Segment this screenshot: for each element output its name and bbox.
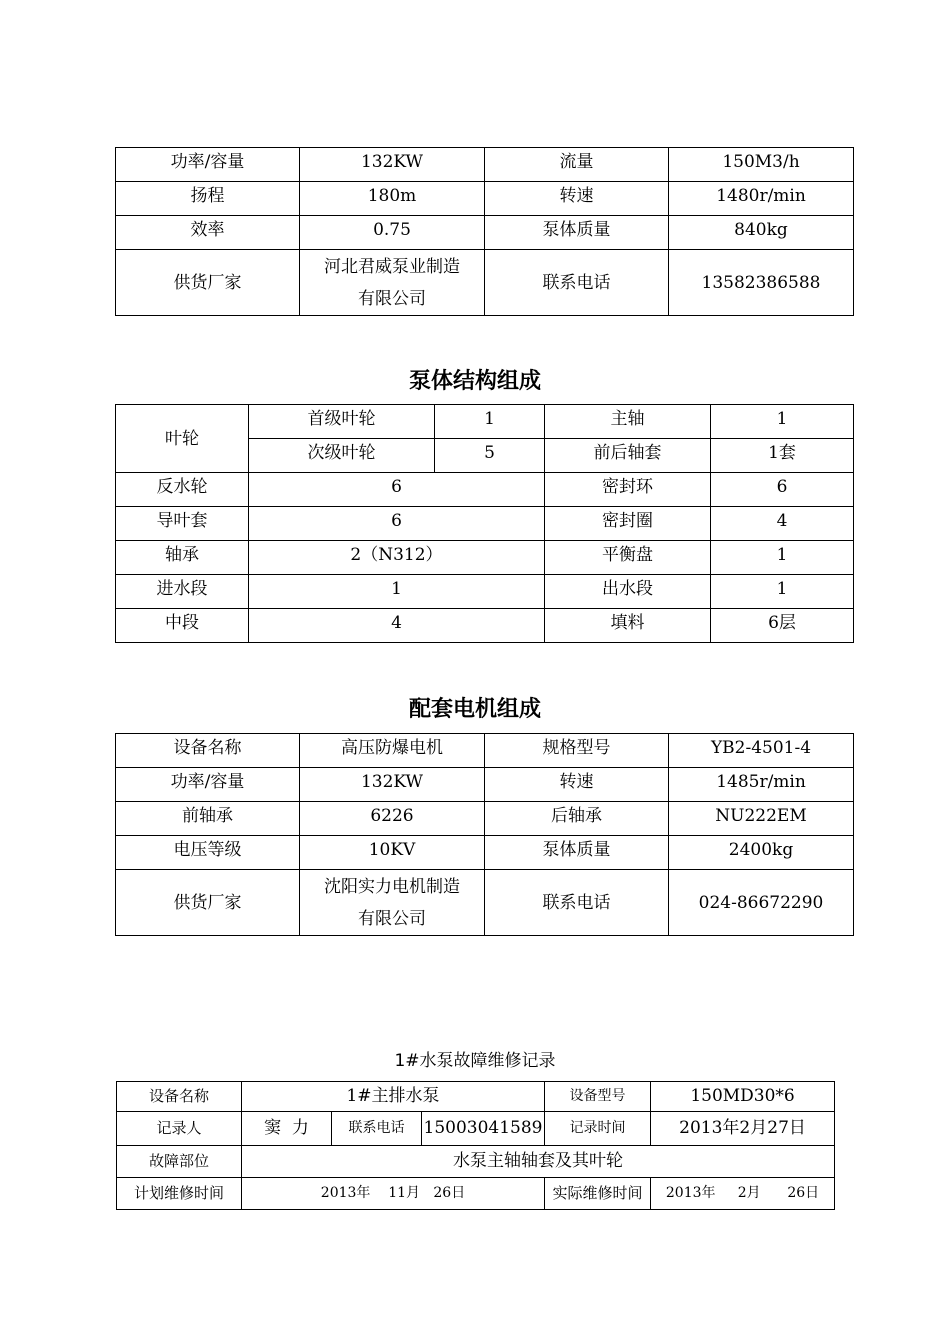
main-shaft-count: 1 [711,405,854,439]
part-name: 中段 [116,609,249,643]
first-stage-count: 1 [435,405,545,439]
motor-phone-value: 024-86672290 [669,870,854,936]
spec-cell: 转速 [485,182,669,216]
supplier-name-line2: 有限公司 [358,288,426,309]
recorder-label: 记录人 [117,1112,242,1146]
motor-cell: 泵体质量 [485,836,669,870]
device-model-label: 设备型号 [545,1082,651,1112]
motor-cell: 132KW [300,768,485,802]
actual-date: 2013年 2月 26日 [651,1178,835,1210]
part-name: 导叶套 [116,507,249,541]
next-stage-label: 次级叶轮 [249,439,435,473]
recorder-phone-label: 联系电话 [332,1112,422,1146]
device-name-label: 设备名称 [117,1082,242,1112]
structure-title: 泵体结构组成 [408,369,541,394]
spec-cell: 840kg [669,216,854,250]
repair-table [116,1081,835,1210]
motor-cell: 10KV [300,836,485,870]
motor-phone-label: 联系电话 [485,870,669,936]
part-name: 轴承 [116,541,249,575]
part-name: 进水段 [116,575,249,609]
sleeve-count: 1套 [711,439,854,473]
supplier-name [300,250,485,316]
motor-cell: 后轴承 [485,802,669,836]
part-count: 2（N312） [249,541,545,575]
motor-table [115,733,854,936]
motor-cell: 高压防爆电机 [300,734,485,768]
supplier-label: 供货厂家 [116,250,300,316]
motor-cell: 1485r/min [669,768,854,802]
part-name: 密封环 [545,473,711,507]
phone-value: 13582386588 [669,250,854,316]
spec-cell: 180m [300,182,485,216]
motor-title: 配套电机组成 [408,697,541,722]
spec-cell: 扬程 [116,182,300,216]
motor-cell: YB2-4501-4 [669,734,854,768]
first-stage-label: 首级叶轮 [249,405,435,439]
motor-cell: 前轴承 [116,802,300,836]
record-time-label: 记录时间 [545,1112,651,1146]
planned-label: 计划维修时间 [117,1178,242,1210]
spec-cell: 泵体质量 [485,216,669,250]
part-name: 平衡盘 [545,541,711,575]
spec-cell: 流量 [485,148,669,182]
motor-cell: 规格型号 [485,734,669,768]
next-stage-count: 5 [435,439,545,473]
device-name: 1#主排水泵 [242,1082,545,1112]
phone-label: 联系电话 [485,250,669,316]
sleeve-label: 前后轴套 [545,439,711,473]
actual-label: 实际维修时间 [545,1178,651,1210]
part-name: 密封圈 [545,507,711,541]
motor-cell: 功率/容量 [116,768,300,802]
spec-cell: 132KW [300,148,485,182]
part-count: 6层 [711,609,854,643]
part-count: 1 [711,575,854,609]
part-name: 反水轮 [116,473,249,507]
spec-cell: 150M3/h [669,148,854,182]
spec-cell: 1480r/min [669,182,854,216]
part-count: 6 [711,473,854,507]
device-model: 150MD30*6 [651,1082,835,1112]
motor-cell: 转速 [485,768,669,802]
part-count: 4 [711,507,854,541]
fault-location: 水泵主轴轴套及其叶轮 [242,1146,835,1178]
spec-cell: 效率 [116,216,300,250]
motor-supplier-line2: 有限公司 [358,908,426,929]
motor-cell: 电压等级 [116,836,300,870]
part-count: 6 [249,473,545,507]
recorder: 窦 力 [242,1112,332,1146]
impeller-label: 叶轮 [116,405,249,473]
motor-cell: 2400kg [669,836,854,870]
pump-spec-table [115,147,854,316]
motor-supplier-label: 供货厂家 [116,870,300,936]
record-time: 2013年2月27日 [651,1112,835,1146]
motor-cell: NU222EM [669,802,854,836]
motor-cell: 6226 [300,802,485,836]
planned-date: 2013年 11月 26日 [242,1178,545,1210]
repair-title: 1#水泵故障维修记录 [394,1051,556,1071]
fault-label: 故障部位 [117,1146,242,1178]
part-name: 出水段 [545,575,711,609]
part-count: 4 [249,609,545,643]
motor-supplier-name [300,870,485,936]
structure-table [115,404,854,643]
part-count: 1 [249,575,545,609]
motor-cell: 设备名称 [116,734,300,768]
part-name: 填料 [545,609,711,643]
motor-supplier-line1: 沈阳实力电机制造 [324,876,460,897]
part-count: 6 [249,507,545,541]
main-shaft-label: 主轴 [545,405,711,439]
recorder-phone: 15003041589 [422,1112,545,1146]
spec-cell: 0.75 [300,216,485,250]
spec-cell: 功率/容量 [116,148,300,182]
part-count: 1 [711,541,854,575]
supplier-name-line1: 河北君威泵业制造 [324,256,460,277]
